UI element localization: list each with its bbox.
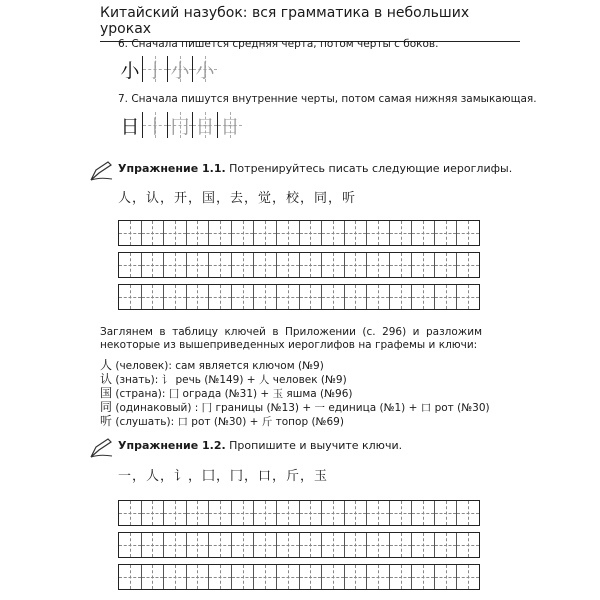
grid-cell[interactable] <box>277 221 300 245</box>
radical-character: 同 <box>100 400 113 414</box>
stroke-cell <box>192 112 217 138</box>
radical-character: 国 <box>100 386 113 400</box>
stroke-cell <box>142 56 167 82</box>
radicals-paragraph: Заглянем в таблицу ключей в Приложении (с. 296) и разложим некоторые из вышеприведенных иероглифов на графемы и ключи: <box>100 326 482 351</box>
grid-cell[interactable] <box>412 221 435 245</box>
grid-cell[interactable] <box>277 533 300 557</box>
grid-cell[interactable] <box>412 285 435 309</box>
radical-character: 人 <box>100 358 113 372</box>
grid-cell[interactable] <box>254 285 277 309</box>
grid-cell[interactable] <box>209 501 232 525</box>
grid-cell[interactable] <box>232 285 255 309</box>
grid-cell[interactable] <box>254 533 277 557</box>
grid-cell[interactable] <box>345 533 368 557</box>
grid-cell[interactable] <box>412 253 435 277</box>
stroke-cell <box>118 56 142 82</box>
grid-cell[interactable] <box>300 565 323 589</box>
grid-cell[interactable] <box>457 253 479 277</box>
grid-cell[interactable] <box>345 221 368 245</box>
grid-cell[interactable] <box>390 501 413 525</box>
grid-cell[interactable] <box>367 565 390 589</box>
exercise-2-title <box>118 439 402 452</box>
grid-cell[interactable] <box>457 501 479 525</box>
stroke-glyph: 小 <box>195 59 215 82</box>
grid-cell[interactable] <box>164 533 187 557</box>
stroke-glyph: 日 <box>220 115 240 138</box>
radical-description: (человек): сам является ключом (№9) <box>112 360 324 372</box>
grid-cell[interactable] <box>390 533 413 557</box>
grid-cell[interactable] <box>142 565 165 589</box>
grid-cell[interactable] <box>367 221 390 245</box>
grid-cell[interactable] <box>322 221 345 245</box>
grid-cell[interactable] <box>142 533 165 557</box>
stroke-glyph: 日 <box>120 115 140 138</box>
grid-cell[interactable] <box>277 285 300 309</box>
grid-cell[interactable] <box>322 565 345 589</box>
pencil-icon <box>88 160 114 182</box>
grid-cell[interactable] <box>232 253 255 277</box>
grid-cell[interactable] <box>164 253 187 277</box>
page-header <box>100 5 520 42</box>
grid-cell[interactable] <box>435 501 458 525</box>
grid-cell[interactable] <box>435 285 458 309</box>
grid-cell[interactable] <box>457 565 479 589</box>
grid-cell[interactable] <box>457 533 479 557</box>
grid-cell[interactable] <box>119 501 142 525</box>
grid-cell[interactable] <box>367 285 390 309</box>
grid-cell[interactable] <box>232 221 255 245</box>
grid-cell[interactable] <box>457 285 479 309</box>
grid-cell[interactable] <box>142 285 165 309</box>
grid-cell[interactable] <box>119 565 142 589</box>
radical-character: 听 <box>100 414 113 428</box>
grid-cell[interactable] <box>164 285 187 309</box>
grid-cell[interactable] <box>187 501 210 525</box>
grid-cell[interactable] <box>187 285 210 309</box>
rule-7-text: 7. Сначала пишутся внутренние черты, потом самая нижняя замыкающая. <box>118 93 537 105</box>
grid-cell[interactable] <box>119 253 142 277</box>
grid-cell[interactable] <box>187 221 210 245</box>
grid-cell[interactable] <box>254 253 277 277</box>
radical-description: (слушать): 口 рот (№30) + 斤 топор (№69) <box>112 416 344 428</box>
grid-cell[interactable] <box>300 501 323 525</box>
grid-cell[interactable] <box>277 565 300 589</box>
radical-line <box>100 412 344 429</box>
grid-cell[interactable] <box>457 221 479 245</box>
grid-cell[interactable] <box>119 533 142 557</box>
grid-cell[interactable] <box>142 501 165 525</box>
grid-cell[interactable] <box>390 565 413 589</box>
grid-cell[interactable] <box>209 285 232 309</box>
stroke-glyph: 小 <box>170 59 190 82</box>
stroke-cell <box>118 112 142 138</box>
grid-cell[interactable] <box>254 501 277 525</box>
exercise-1-characters: 人，认，开，国，去，觉，校，同，听 <box>118 191 357 206</box>
grid-cell[interactable] <box>277 501 300 525</box>
grid-cell[interactable] <box>164 501 187 525</box>
exercise-1-title <box>118 162 512 175</box>
grid-cell[interactable] <box>390 285 413 309</box>
radical-character: 认 <box>100 372 113 386</box>
grid-cell[interactable] <box>232 533 255 557</box>
grid-cell[interactable] <box>345 565 368 589</box>
grid-cell[interactable] <box>435 221 458 245</box>
writing-grid-row[interactable] <box>118 532 480 558</box>
grid-cell[interactable] <box>119 221 142 245</box>
grid-cell[interactable] <box>164 565 187 589</box>
grid-cell[interactable] <box>300 285 323 309</box>
grid-cell[interactable] <box>254 565 277 589</box>
grid-cell[interactable] <box>322 533 345 557</box>
grid-cell[interactable] <box>345 501 368 525</box>
pencil-icon <box>88 437 114 459</box>
stroke-cell <box>167 56 192 82</box>
stroke-glyph: 冂 <box>170 115 190 138</box>
stroke-cell <box>192 56 217 82</box>
grid-cell[interactable] <box>412 533 435 557</box>
rule-6-text: 6. Сначала пишется средняя черта, потом черты с боков. <box>118 38 439 50</box>
grid-cell[interactable] <box>345 253 368 277</box>
rule-6-stroke-order <box>118 56 217 82</box>
grid-cell[interactable] <box>232 501 255 525</box>
grid-cell[interactable] <box>390 253 413 277</box>
writing-grid-row[interactable] <box>118 220 480 246</box>
exercise-1-label: Упражнение 1.1. <box>118 162 226 175</box>
grid-cell[interactable] <box>300 221 323 245</box>
grid-cell[interactable] <box>277 253 300 277</box>
grid-cell[interactable] <box>142 221 165 245</box>
grid-cell[interactable] <box>367 501 390 525</box>
grid-cell[interactable] <box>367 253 390 277</box>
grid-cell[interactable] <box>412 501 435 525</box>
grid-cell[interactable] <box>322 285 345 309</box>
grid-cell[interactable] <box>142 253 165 277</box>
radical-description: (одинаковый) : 冂 границы (№13) + 一 единица (№1) + 口 рот (№30) <box>112 402 490 414</box>
grid-cell[interactable] <box>322 501 345 525</box>
stroke-glyph: 日 <box>195 115 215 138</box>
stroke-cell <box>167 112 192 138</box>
grid-cell[interactable] <box>187 253 210 277</box>
grid-cell[interactable] <box>254 221 277 245</box>
stroke-glyph: 丨 <box>145 115 165 138</box>
writing-grid-row[interactable] <box>118 500 480 526</box>
grid-cell[interactable] <box>435 533 458 557</box>
grid-cell[interactable] <box>367 533 390 557</box>
radical-description: (знать): 讠 речь (№149) + 人 человек (№9) <box>112 374 347 386</box>
grid-cell[interactable] <box>390 221 413 245</box>
exercise-2-label: Упражнение 1.2. <box>118 439 226 452</box>
stroke-glyph: 小 <box>120 59 140 82</box>
writing-grid-row[interactable] <box>118 252 480 278</box>
rule-7-stroke-order <box>118 112 242 138</box>
grid-cell[interactable] <box>300 533 323 557</box>
grid-cell[interactable] <box>209 533 232 557</box>
grid-cell[interactable] <box>209 221 232 245</box>
grid-cell[interactable] <box>187 565 210 589</box>
grid-cell[interactable] <box>209 253 232 277</box>
writing-grid-row[interactable] <box>118 284 480 310</box>
grid-cell[interactable] <box>300 253 323 277</box>
exercise-2-characters: 一，人，讠，囗，冂，口，斤，玉 <box>118 469 329 484</box>
exercise-1-text: Потренируйтесь писать следующие иероглифы. <box>229 162 513 175</box>
grid-cell[interactable] <box>232 565 255 589</box>
grid-cell[interactable] <box>119 285 142 309</box>
writing-grid-row[interactable] <box>118 564 480 590</box>
grid-cell[interactable] <box>322 253 345 277</box>
grid-cell[interactable] <box>345 285 368 309</box>
exercise-2-text: Пропишите и выучите ключи. <box>229 439 403 452</box>
header-title: Китайский назубок: вся грамматика в небольших уроках <box>100 5 470 37</box>
stroke-cell <box>142 112 167 138</box>
grid-cell[interactable] <box>164 221 187 245</box>
grid-cell[interactable] <box>435 253 458 277</box>
grid-cell[interactable] <box>187 533 210 557</box>
grid-cell[interactable] <box>435 565 458 589</box>
grid-cell[interactable] <box>412 565 435 589</box>
stroke-cell <box>217 112 242 138</box>
stroke-glyph: 亅 <box>145 59 165 82</box>
radical-description: (страна): 囗 ограда (№31) + 玉 яшма (№96) <box>112 388 353 400</box>
grid-cell[interactable] <box>209 565 232 589</box>
